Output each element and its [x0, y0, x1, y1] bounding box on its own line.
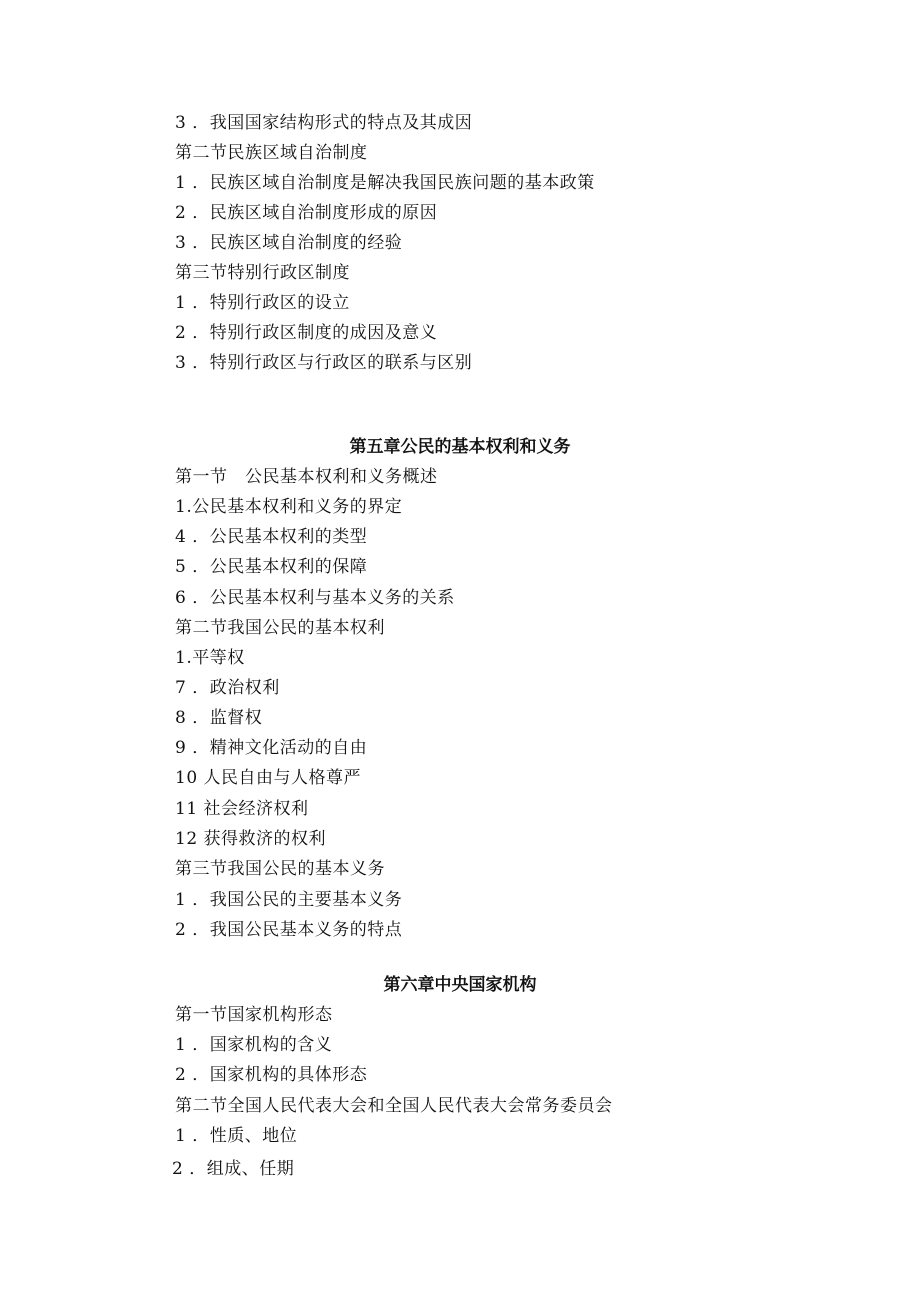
- list-item: 2 ．我国公民基本义务的特点: [175, 920, 403, 940]
- list-item: 12 获得救济的权利: [175, 829, 327, 849]
- list-item: 1 ．特别行政区的设立: [175, 293, 350, 313]
- list-item: 2 ．组成、任期: [172, 1159, 295, 1179]
- list-item: 10 人民自由与人格尊严: [175, 768, 362, 788]
- list-item: 3 ．民族区域自治制度的经验: [175, 233, 403, 253]
- list-item: 6 ．公民基本权利与基本义务的关系: [175, 588, 455, 608]
- list-item: 1 ．国家机构的含义: [175, 1035, 333, 1055]
- section-title: 第三节我国公民的基本义务: [175, 859, 385, 879]
- list-item: 1.公民基本权利和义务的界定: [175, 497, 403, 517]
- list-item: 4 ．公民基本权利的类型: [175, 527, 368, 547]
- section-title: 第一节国家机构形态: [175, 1005, 333, 1025]
- list-item: 5 ．公民基本权利的保障: [175, 557, 368, 577]
- list-item: 11 社会经济权利: [175, 799, 309, 819]
- list-item: 8 ．监督权: [175, 708, 263, 728]
- list-item: 1 ．民族区域自治制度是解决我国民族问题的基本政策: [175, 173, 595, 193]
- chapter-title: 第五章公民的基本权利和义务: [349, 437, 571, 457]
- list-item: 2 ．国家机构的具体形态: [175, 1065, 368, 1085]
- list-item: 1.平等权: [175, 648, 245, 668]
- section-title: 第三节特别行政区制度: [175, 263, 350, 283]
- section-title: 第一节 公民基本权利和义务概述: [175, 467, 438, 487]
- list-item: 7 ．政治权利: [175, 678, 280, 698]
- list-item: 3 ．我国国家结构形式的特点及其成因: [175, 113, 473, 133]
- section-title: 第二节民族区域自治制度: [175, 143, 368, 163]
- list-item: 1 ．性质、地位: [175, 1126, 298, 1146]
- list-item: 3 ．特别行政区与行政区的联系与区别: [175, 353, 473, 373]
- list-item: 9 ．精神文化活动的自由: [175, 738, 368, 758]
- section-title: 第二节我国公民的基本权利: [175, 618, 385, 638]
- list-item: 2 ．特别行政区制度的成因及意义: [175, 323, 438, 343]
- list-item: 1 ．我国公民的主要基本义务: [175, 890, 403, 910]
- chapter-title: 第六章中央国家机构: [383, 975, 537, 995]
- section-title: 第二节全国人民代表大会和全国人民代表大会常务委员会: [175, 1096, 613, 1116]
- list-item: 2 ．民族区域自治制度形成的原因: [175, 203, 438, 223]
